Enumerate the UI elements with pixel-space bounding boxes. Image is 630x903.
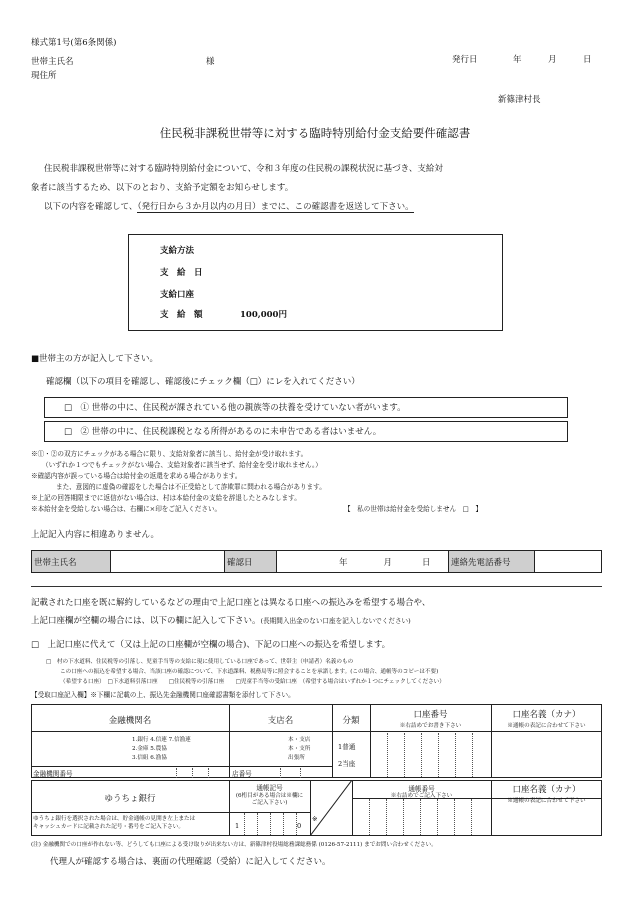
bank-code-label: 金融機関番号 (33, 770, 73, 778)
divider (31, 586, 602, 587)
issue-month: 月 (548, 55, 557, 65)
yucho-label: ゆうちょ銀行 (104, 794, 156, 804)
sign-date-field[interactable]: 年 月 日 (277, 551, 449, 573)
note-1b: （いずれか１つでもチェックがない場合、支給対象者に該当せず、給付金を受け取れません。） (42, 461, 322, 469)
account-change-option[interactable]: □ 上記口座に代えて（又は上記の口座欄が空欄の場合)、下記の口座への振込を希望します。 (31, 640, 391, 650)
intro-line-2: 象者に該当するため、以下のとおり、支給予定額をお知らせします。 (31, 183, 294, 193)
footer-note: (注) 金融機関での口座が作れない等、どうしても口座による受け取りが出来ない方は、新篠津村役場総務課総務係 (0126-57-2111) までお問い合わせください。 (31, 842, 437, 848)
check-2-text: □ ② 世帯の中に、住民税課税となる所得があるのに未申告である者はいません。 (64, 427, 382, 437)
account-no-note: ※右詰めでお書き下さい (399, 723, 462, 729)
receive-account-head: 【受取口座記入欄】※下欄に記載の上、振込先金融機関口座確認書類を添付して下さい。 (31, 691, 295, 699)
yucho-holder-header: 口座名義（カナ） (512, 785, 581, 795)
deadline-underlined: （発行日から３か月以内の月日）までに、この確認書を返送して下さい。 (137, 202, 414, 212)
passbook-symbol-last: 0 (297, 822, 302, 830)
consent-line: 上記記入内容に相違ありません。 (31, 530, 160, 540)
holder-header: 口座名義（カナ） (512, 710, 581, 720)
account-change-p1: 記載された口座を既に解約しているなどの理由で上記口座とは異なる口座への振込みを希望する場合や、 (31, 598, 431, 608)
passbook-symbol-note: (6桁目がある場合は※欄に ご記入下さい) (235, 793, 304, 806)
bank-name-header: 金融機関名 (108, 716, 152, 726)
issue-day: 日 (583, 55, 592, 65)
sign-phone-field[interactable] (535, 551, 602, 573)
issue-date-label: 発行日 (452, 55, 478, 65)
account-no-header: 口座番号 (413, 710, 448, 720)
note-3: ※上記の回答期限までに返信がない場合は、村は本給付金の支給を辞退したとみなします。 (31, 494, 301, 502)
honorific: 様 (206, 57, 215, 67)
yucho-note: ゆうちょ銀行を選択された場合は、貯金通帳の見開き左上または キャッシュカードに記載された記号・番号をご記入下さい。 (33, 816, 196, 830)
confirm-heading: 確認欄（以下の項目を確認し、確認後にチェック欄（□）にレを入れてください） (46, 377, 360, 387)
note-2b: また、意図的に虚偽の確認をした場合は不正受給として詐欺罪に問われる場合があります。 (56, 483, 326, 491)
issuer: 新篠津村長 (498, 95, 541, 105)
checkbox-1[interactable]: □ (64, 403, 73, 413)
branch-type-3: 出張所 (288, 755, 305, 761)
yucho-holder-note: ※通帳の表記に合わせて下さい (507, 798, 586, 804)
holder-note: ※通帳の表記に合わせて下さい (507, 723, 586, 729)
payment-method-label: 支給方法 (160, 246, 195, 256)
bank-type-1: 1.銀行 4.信連 7.信漁連 (132, 737, 191, 743)
intro-line-1: 住民税非課税世帯等に対する臨時特別給付金について、令和３年度の住民税の課税状況に基づき、支給対 (44, 164, 443, 174)
small-note-2: この口座への振込を希望する場合、当該口座の確認について、下水道課料、税務局等に照会することを承諾します。(この場合、通帳等のコピーは不要) (60, 669, 439, 675)
passbook-number-header: 通帳番号 (408, 785, 435, 793)
sign-name-label: 世帯主氏名 (32, 551, 111, 573)
type-option-2[interactable]: 2当座 (338, 760, 356, 768)
checkbox-2[interactable]: □ (64, 427, 73, 437)
document-title: 住民税非課税世帯等に対する臨時特別給付金支給要件確認書 (159, 126, 471, 140)
section-head: ■世帯主の方が記入して下さい。 (31, 354, 159, 364)
address-label: 現住所 (31, 71, 57, 81)
decline-checkbox[interactable]: 【 私の世帯は給付金を受給しません □ 】 (344, 505, 483, 513)
passbook-number-note: ※右詰めでご記入下さい (390, 793, 453, 799)
account-change-p2: 上記口座欄が空欄の場合には、以下の欄に記入して下さい。(長期間入出金のない口座を記入しないでください) (31, 616, 411, 626)
agent-note: 代理人が確認する場合は、裏面の代理確認（受給）に記入してください。 (50, 857, 331, 867)
issue-year: 年 (513, 55, 522, 65)
payment-amount-value: 100,000円 (240, 310, 287, 320)
payment-amount-label: 支 給 額 (160, 310, 203, 320)
small-note-3: （希望する口座） □下水道料引落口座 □住民税等の引落口座 □児童手当等の受給口座 （希望する場合はいずれか１つにチェックしてください） (60, 679, 445, 685)
branch-code-label: 店番号 (232, 770, 252, 778)
sign-name-field[interactable] (111, 551, 225, 573)
note-1: ※①・②の双方にチェックがある場合に限り、支給対象者に該当し、給付金が受け取れます。 (31, 450, 308, 458)
bank-type-2: 2.金庫 5.農協 (132, 746, 167, 752)
sign-date-label: 確認日 (225, 551, 277, 573)
diagonal-strike (310, 780, 352, 836)
check-1-text: □ ① 世帯の中に、住民税が課されている他の親族等の扶養を受けていない者がいます。 (64, 403, 406, 413)
branch-type-1: 本・支店 (288, 737, 311, 743)
passbook-symbol-header: 通帳記号 (256, 784, 283, 792)
sixth-digit-mark: ※ (312, 815, 318, 823)
note-2: ※確認内容が誤っている場合は給付金の返還を求める場合があります。 (31, 472, 242, 480)
payment-date-label: 支 給 日 (160, 268, 203, 278)
payment-account-label: 支給口座 (160, 290, 195, 300)
branch-name-header: 支店名 (267, 716, 294, 726)
head-name-label: 世帯主氏名 (31, 57, 74, 67)
small-note-1: □ 村の下水道料、住民税等の引落し、児童手当等の支給に現に使用している口座であって、世帯主（申請者）名義のもの (46, 659, 354, 665)
sign-phone-label: 連絡先電話番号 (449, 551, 535, 573)
form-number: 様式第1号(第6条関係) (31, 38, 117, 48)
note-4: ※本給付金を受給しない場合は、右欄に×印をご記入ください。 (31, 505, 222, 513)
type-option-1[interactable]: 1普通 (338, 743, 356, 751)
branch-type-2: 本・支所 (288, 746, 311, 752)
bank-type-3: 3.信組 6.漁協 (132, 755, 167, 761)
passbook-symbol-first: 1 (235, 822, 240, 830)
type-header: 分類 (342, 716, 360, 726)
signature-row (31, 550, 602, 573)
intro-line-3: 以下の内容を確認して、（発行日から３か月以内の月日）までに、この確認書を返送して下さい。 (44, 202, 414, 212)
